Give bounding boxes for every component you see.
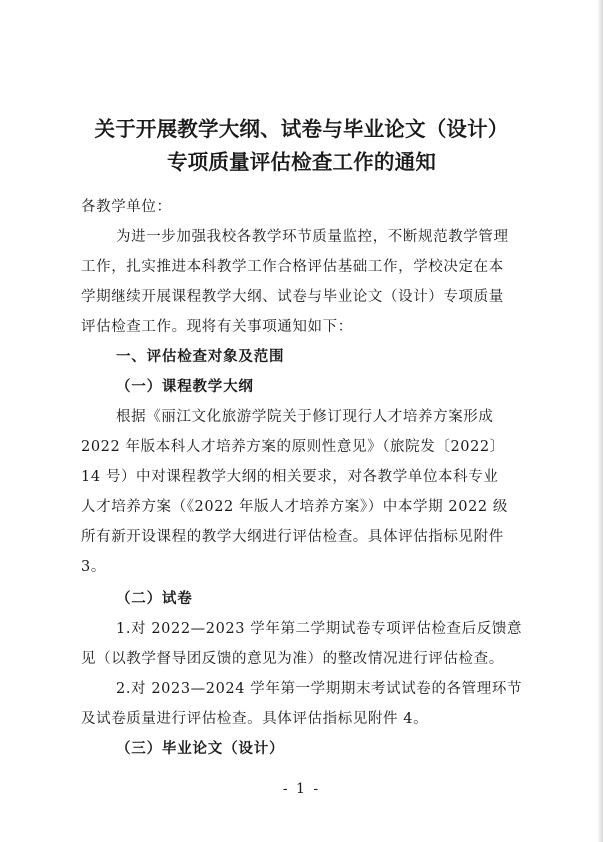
section-heading-1: 一、评估检查对象及范围	[116, 349, 285, 365]
intro-paragraph-line: 评估检查工作。现将有关事项通知如下：	[81, 319, 353, 335]
exam-papers-paragraph-line: 2.对 2023—2024 学年第一学期期末考试试卷的各管理环节	[116, 681, 523, 697]
exam-papers-paragraph-line: 1.对 2022—2023 学年第二学期试卷专项评估检查后反馈意	[116, 621, 523, 637]
exam-papers-paragraph-line: 见（以教学督导团反馈的意见为准）的整改情况进行评估检查。	[81, 651, 504, 667]
subsection-heading-exam-papers: （二）试卷	[116, 591, 193, 607]
syllabus-paragraph-line: 2022 年版本科人才培养方案的原则性意见》（旅院发〔2022〕	[81, 439, 505, 455]
subsection-heading-thesis: （三）毕业论文（设计）	[116, 741, 285, 757]
document-title-line-1: 关于开展教学大纲、试卷与毕业论文（设计）	[94, 117, 509, 141]
intro-paragraph-line: 工作，扎实推进本科教学工作合格评估基础工作，学校决定在本	[81, 259, 504, 275]
syllabus-paragraph-line: 所有新开设课程的教学大纲进行评估检查。具体评估指标见附件	[81, 529, 504, 545]
subsection-heading-syllabus: （一）课程教学大纲	[116, 379, 254, 395]
intro-paragraph-line: 为进一步加强我校各教学环节质量监控，不断规范教学管理	[116, 229, 509, 245]
syllabus-paragraph-line: 3。	[81, 559, 106, 575]
syllabus-paragraph-line: 人才培养方案（《2022 年版人才培养方案》）中本学期 2022 级	[81, 499, 509, 515]
syllabus-paragraph-line: 根据《丽江文化旅游学院关于修订现行人才培养方案形成	[116, 409, 494, 425]
salutation: 各教学单位：	[81, 199, 172, 215]
intro-paragraph-line: 学期继续开展课程教学大纲、试卷与毕业论文（设计）专项质量	[81, 289, 504, 305]
exam-papers-paragraph-line: 及试卷质量进行评估检查。具体评估指标见附件 4。	[81, 711, 429, 727]
document-title-line-2: 专项质量评估检查工作的通知	[166, 150, 437, 174]
page-edge-shadow	[597, 0, 603, 842]
page-number: - 1 -	[282, 781, 321, 797]
syllabus-paragraph-line: 14 号）中对课程教学大纲的相关要求，对各教学单位本科专业	[81, 469, 499, 485]
